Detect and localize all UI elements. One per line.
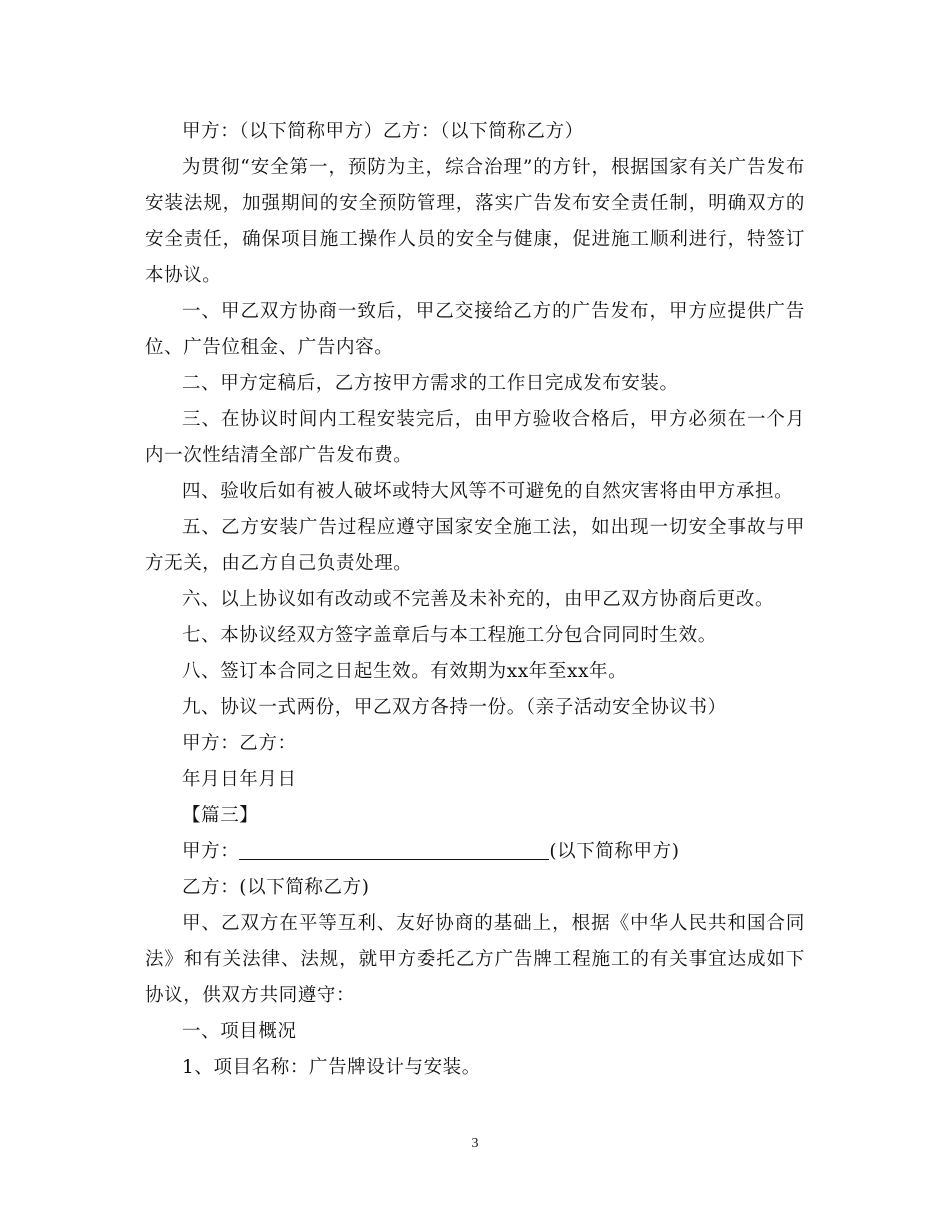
preamble-paragraph: 甲、乙双方在平等互利、友好协商的基础上，根据《中华人民共和国合同法》和有关法律、法规，就甲方委托乙方广告牌工程施工的有关事宜达成如下协议，供双方共同遵守： xyxy=(145,913,805,1006)
party-a-label: 甲方： xyxy=(182,841,240,862)
project-heading: 一、项目概况 xyxy=(182,1021,297,1042)
intro-paragraph: 为贯彻“安全第一，预防为主，综合治理”的方针，根据国家有关广告发布安装法规，加强期间的安全预防管理，落实广告发布安全责任制，明确双方的安全责任，确保项目施工操作人员的安全与健康，促进施工顺利进行，特签订本协议。 xyxy=(145,157,805,286)
clause-1: 一、甲乙双方协商一致后，甲乙交接给乙方的广告发布，甲方应提供广告位、广告位租金、广告内容。 xyxy=(145,301,805,358)
signature-dates: 年月日年月日 xyxy=(182,769,297,790)
project-name: 1、项目名称：广告牌设计与安装。 xyxy=(182,1057,481,1078)
clause-2: 二、甲方定稿后，乙方按甲方需求的工作日完成发布安装。 xyxy=(182,373,679,394)
clause-6: 六、以上协议如有改动或不完善及未补充的，由甲乙双方协商后更改。 xyxy=(182,589,775,610)
clause-7: 七、本协议经双方签字盖章后与本工程施工分包合同同时生效。 xyxy=(182,625,717,646)
page-number: 3 xyxy=(471,1136,479,1151)
party-a-line xyxy=(145,834,805,870)
party-b-line: 乙方：(以下简称乙方) xyxy=(182,877,370,898)
clause-5: 五、乙方安装广告过程应遵守国家安全施工法，如出现一切安全事故与甲方无关，由乙方自己负责处理。 xyxy=(145,517,805,574)
party-line: 甲方：（以下简称甲方）乙方：（以下简称乙方） xyxy=(182,121,584,142)
section-heading: 【篇三】 xyxy=(182,805,259,826)
clause-4: 四、验收后如有被人破坏或特大风等不可避免的自然灾害将由甲方承担。 xyxy=(182,481,794,502)
party-a-blank xyxy=(239,839,549,860)
clause-9: 九、协议一式两份，甲乙双方各持一份。（亲子活动安全协议书） xyxy=(182,697,727,718)
document-body xyxy=(145,114,805,1086)
party-a-suffix: (以下简称甲方) xyxy=(549,841,680,862)
clause-8: 八、签订本合同之日起生效。有效期为xx年至xx年。 xyxy=(182,661,628,682)
clause-3: 三、在协议时间内工程安装完后，由甲方验收合格后，甲方必须在一个月内一次性结清全部广告发布费。 xyxy=(145,409,805,466)
signature-parties: 甲方：乙方： xyxy=(182,733,297,754)
